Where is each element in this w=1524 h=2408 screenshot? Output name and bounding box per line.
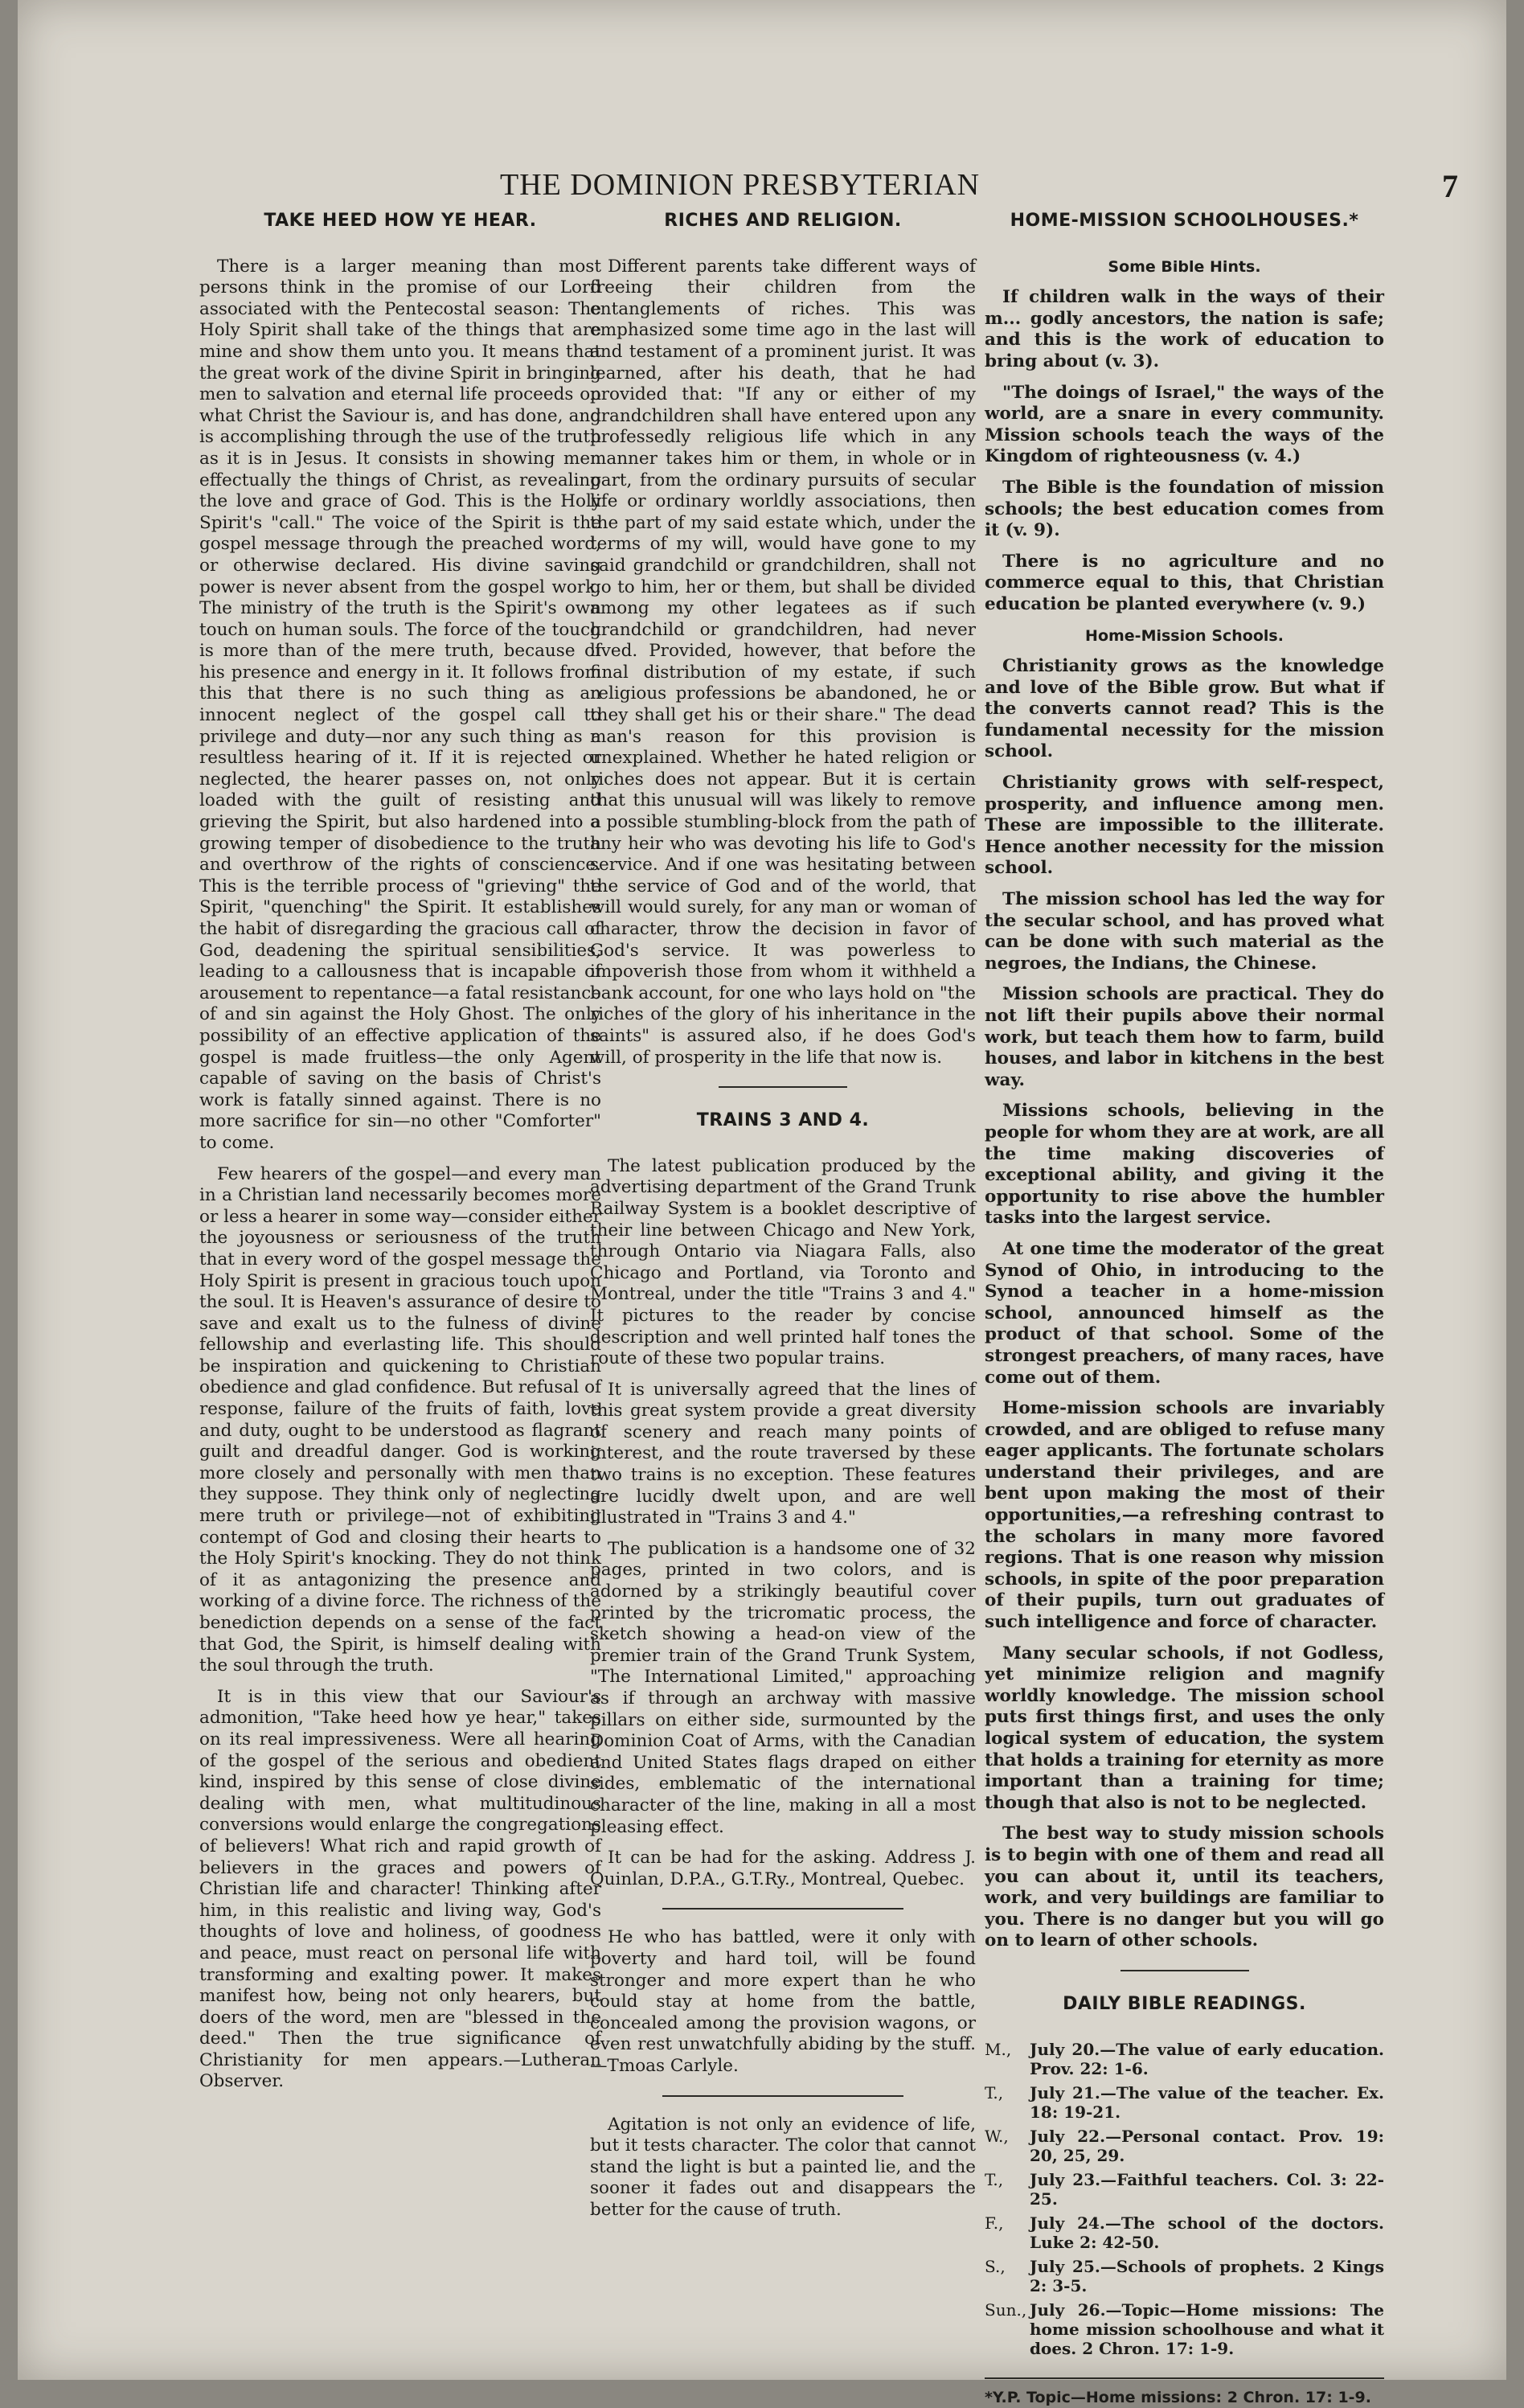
- reading-text: July 25.—Schools of prophets. 2 Kings 2: 3-5.: [1030, 2256, 1384, 2295]
- schools-paragraph: Mission schools are practical. They do not lift their pupils above their normal work, but teach them how to farm, build houses, and labor in kitchens in the best way.: [985, 984, 1384, 1090]
- reading-text: July 24.—The school of the doctors. Luke 2: 42-50.: [1030, 2213, 1384, 2252]
- newspaper-page: [18, 0, 1506, 2406]
- carlyle-quote: He who has battled, were it only with poverty and hard toil, will be found stronger and more expert than he who could stay at home from the battle, concealed among the provision wagons, or even rest unwatchfully abiding by the stuff.—Tmoas Carlyle.: [590, 1927, 976, 2076]
- column-home-mission: [985, 211, 1384, 2408]
- article-paragraph: It can be had for the asking. Address J. Quinlan, D.P.A., G.T.Ry., Montreal, Quebec.: [590, 1848, 976, 1889]
- masthead-title: THE DOMINION PRESBYTERIAN: [500, 168, 981, 202]
- reading-item: [985, 2300, 1384, 2358]
- reading-text: July 21.—The value of the teacher. Ex. 18: 19-21.: [1030, 2082, 1384, 2122]
- schools-paragraph: Christianity grows as the knowledge and love of the Bible grow. But what if the converts cannot read? This is the fundamental necessity for the mission school.: [985, 656, 1384, 762]
- reading-item: [985, 2127, 1384, 2165]
- hint-paragraph: The Bible is the foundation of mission schools; the best education comes from it (v. 9).: [985, 477, 1384, 541]
- reading-item: [985, 2213, 1384, 2252]
- reading-day: T.,: [985, 2169, 1004, 2189]
- schools-paragraph: Many secular schools, if not Godless, yet minimize religion and magnify worldly knowledge. The mission school puts first things first, and uses the only logical system of education, the system that holds a training for eternity as more important than a training for time; though that also is not to be neglected.: [985, 1643, 1384, 1813]
- divider: [662, 1908, 903, 1910]
- reading-text: July 22.—Personal contact. Prov. 19: 20, 25, 29.: [1030, 2126, 1384, 2165]
- article-paragraph: It is universally agreed that the lines of this great system provide a great diversity of scenery and reach many points of interest, and the route traversed by these two trains is no exception. These features are lucidly dwelt upon, and are well illustrated in "Trains 3 and 4.": [590, 1379, 976, 1528]
- agitation-item: Agitation is not only an evidence of life, but it tests character. The color that cannot stand the light is but a painted lie, and the sooner it fades out and disappears the better for the cause of truth.: [590, 2114, 976, 2220]
- subheading-bible-hints: Some Bible Hints.: [1108, 257, 1261, 276]
- reading-text: July 20.—The value of early education. Prov. 22: 1-6.: [1030, 2039, 1384, 2078]
- schools-paragraph: Christianity grows with self-respect, prosperity, and influence among men. These are impossible to the illiterate. Hence another necessity for the mission school.: [985, 773, 1384, 879]
- reading-item: [985, 2170, 1384, 2209]
- readings-list: [985, 2040, 1384, 2358]
- footnote: *Y.P. Topic—Home missions: 2 Chron. 17: 1-9.: [985, 2377, 1384, 2408]
- hint-paragraph: There is no agriculture and no commerce equal to this, that Christian education be planted everywhere (v. 9.): [985, 551, 1384, 614]
- schools-paragraph: Missions schools, believing in the people for whom they are at work, are all the time making discoveries of exceptional ability, and giving it the opportunity to rise above the humbler tasks into the largest service.: [985, 1101, 1384, 1229]
- subheading-home-mission-schools: Home-Mission Schools.: [1085, 626, 1284, 645]
- article-heading-riches: RICHES AND RELIGION.: [664, 211, 902, 231]
- reading-item: [985, 2257, 1384, 2295]
- article-paragraph: Different parents take different ways of freeing their children from the entanglements of riches. This was emphasized some time ago in the last will and testament of a prominent jurist. It was learned, after his death, that he had provided that: "If any or either of my grandchildren shall have entered upon any professedly religious life which in any manner takes him or them, in whole or in part, from the ordinary pursuits of secular life or ordinary worldly associations, then the part of my said estate which, under the terms of my will, would have gone to my said grandchild or grandchildren, shall not go to him, her or them, but shall be divided among my other legatees as if such grandchild or grandchildren, had never lived. Provided, however, that before the final distribution of my estate, if such religious professions be abandoned, he or they shall get his or their share." The dead man's reason for this provision is unexplained. Whether he hated religion or riches does not appear. But it is certain that this unusual will was likely to remove a possible stumbling-block from the path of any heir who was devoting his life to God's service. And if one was hesitating between the service of God and of the world, that will would surely, for any man or woman of character, throw the decision in favor of God's service. It was powerless to impoverish those from whom it withheld a bank account, for one who lays hold on "the riches of the glory of his inheritance in the saints" is assured also, if he does God's will, of prosperity in the life that now is.: [590, 256, 976, 1068]
- divider: [1120, 1970, 1249, 1971]
- article-paragraph: Few hearers of the gospel—and every man in a Christian land necessarily becomes more or less a hearer in some way—consider either the joyousness or seriousness of the truth that in every word of the gospel message the Holy Spirit is present in gracious touch upon the soul. It is Heaven's assurance of desire to save and exalt us to the fulness of divine fellowship and everlasting life. This should be inspiration and quickening to Christian obedience and glad confidence. But refusal of response, failure of the fruits of faith, love and duty, ought to be understood as flagrant guilt and dreadful danger. God is working more closely and personally with men than they suppose. They think only of neglecting mere truth or privilege—not of exhibiting contempt of God and closing their hearts to the Holy Spirit's knocking. They do not think of it as antagonizing the presence and working of a divine force. The richness of the benediction depends on a sense of the fact that God, the Spirit, is himself dealing with the soul through the truth.: [199, 1163, 601, 1676]
- column-take-heed: [199, 211, 601, 2102]
- masthead: [211, 167, 1458, 212]
- article-paragraph: It is in this view that our Saviour's admonition, "Take heed how ye hear," takes on its real impressiveness. Were all hearing of the gospel of the serious and obedient kind, inspired by this sense of close divine dealing with men, what multitudinous conversions would enlarge the congregations of believers! What rich and rapid growth of believers in the graces and powers of Christian life and character! Thinking after him, in this realistic and living way, God's thoughts of love and holiness, of goodness and peace, must react on personal life with transforming and exalting power. It makes manifest how, being not only hearers, but doers of the word, men are "blessed in the deed." Then the true significance of Christianity for men appears.—Lutheran Observer.: [199, 1686, 601, 2092]
- reading-day: M.,: [985, 2039, 1012, 2059]
- reading-day: T.,: [985, 2082, 1004, 2102]
- schools-paragraph: At one time the moderator of the great Synod of Ohio, in introducing to the Synod a teacher in a home-mission school, announced himself as the product of that school. Some of the strongest preachers, of many races, have come out of them.: [985, 1238, 1384, 1388]
- schools-paragraph: The best way to study mission schools is to begin with one of them and read all you can about it, until its teachers, work, and very buildings are familiar to you. There is no danger but you will go on to learn of other schools.: [985, 1823, 1384, 1951]
- article-heading-home-mission: HOME-MISSION SCHOOLHOUSES.*: [1010, 211, 1359, 231]
- reading-text: July 23.—Faithful teachers. Col. 3: 22-25.: [1030, 2169, 1384, 2209]
- hint-paragraph: If children walk in the ways of their m... godly ancestors, the nation is safe; and this is the work of education to bring about (v. 3).: [985, 287, 1384, 371]
- reading-item: [985, 2083, 1384, 2122]
- reading-day: W.,: [985, 2126, 1009, 2146]
- reading-day: Sun.,: [985, 2299, 1027, 2320]
- reading-item: [985, 2040, 1384, 2078]
- article-paragraph: The publication is a handsome one of 32 pages, printed in two colors, and is adorned by a strikingly beautiful cover printed by the tricromatic process, the sketch showing a head-on view of the premier train of the Grand Trunk System, "The International Limited," approaching as if through an archway with massive pillars on either side, surmounted by the Dominion Coat of Arms, with the Canadian and United States flags draped on either sides, emblematic of the international character of the line, making in all a most pleasing effect.: [590, 1538, 976, 1837]
- hint-paragraph: "The doings of Israel," the ways of the world, are a snare in every community. Mission schools teach the ways of the Kingdom of righteousness (v. 4.): [985, 382, 1384, 467]
- article-heading-take-heed: TAKE HEED HOW YE HEAR.: [264, 211, 537, 231]
- divider: [719, 1086, 847, 1088]
- reading-day: F.,: [985, 2213, 1004, 2233]
- schools-paragraph: The mission school has led the way for the secular school, and has proved what can be done with such material as the negroes, the Indians, the Chinese.: [985, 889, 1384, 974]
- schools-paragraph: Home-mission schools are invariably crowded, and are obliged to refuse many eager applicants. The fortunate scholars understand their privileges, and are bent upon making the most of their opportunities,—a refreshing contrast to the scholars in many more favored regions. That is one reason why mission schools, in spite of the poor preparation of their pupils, turn out graduates of such intelligence and force of character.: [985, 1398, 1384, 1633]
- article-paragraph: The latest publication produced by the advertising department of the Grand Trunk Railway System is a booklet descriptive of their line between Chicago and New York, through Ontario via Niagara Falls, also Chicago and Portland, via Toronto and Montreal, under the title "Trains 3 and 4." It pictures to the reader by concise description and well printed half tones the route of these two popular trains.: [590, 1155, 976, 1369]
- reading-day: S.,: [985, 2256, 1006, 2276]
- readings-heading: DAILY BIBLE READINGS.: [1063, 1993, 1306, 2014]
- column-riches-trains: [590, 211, 976, 2230]
- divider: [662, 2095, 903, 2097]
- article-paragraph: There is a larger meaning than most persons think in the promise of our Lord associated with the Pentecostal season: The Holy Spirit shall take of the things that are mine and show them unto you. It means that the great work of the divine Spirit in bringing men to salvation and eternal life proceeds on what Christ the Saviour is, and has done, and is accomplishing through the use of the truth as it is in Jesus. It consists in showing men effectually the things of Christ, as revealing the love and grace of God. This is the Holy Spirit's "call." The voice of the Spirit is the gospel message through the preached word, or otherwise declared. His divine saving power is never absent from the gospel work. The ministry of the truth is the Spirit's own touch on human souls. The force of the touch is more than of the mere truth, because of his presence and energy in it. It follows from this that there is no such thing as an innocent neglect of the gospel call to privilege and duty—nor any such thing as a resultless hearing of it. If it is rejected or neglected, the hearer passes on, not only loaded with the guilt of resisting and grieving the Spirit, but also hardened into a growing temper of disobedience to the truth and overthrow of the rights of conscience. This is the terrible process of "grieving" the Spirit, "quenching" the Spirit. It establishes the habit of disregarding the gracious call of God, deadening the spiritual sensibilities, leading to a callousness that is incapable of arousement to repentance—a fatal resistance of and sin against the Holy Ghost. The only possibility of an effective application of the gospel is made fruitless—the only Agent capable of saving on the basis of Christ's work is fatally sinned against. There is no more sacrifice for sin—no other "Comforter" to come.: [199, 256, 602, 1153]
- reading-text: July 26.—Topic—Home missions: The home mission schoolhouse and what it does. 2 Chron. 17: 1-9.: [1030, 2299, 1384, 2358]
- article-heading-trains: TRAINS 3 AND 4.: [696, 1110, 870, 1131]
- page-number: 7: [1442, 168, 1458, 204]
